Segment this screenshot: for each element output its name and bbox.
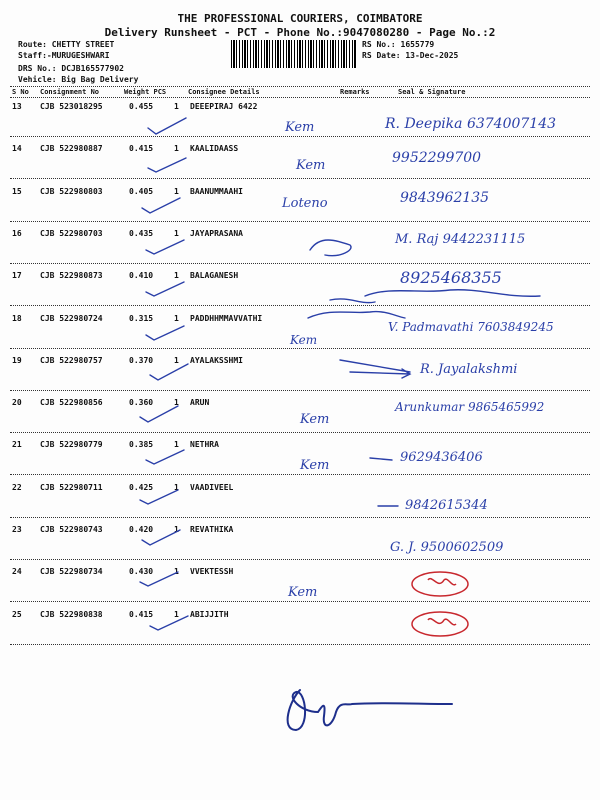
row-pcs: 1 <box>174 567 179 577</box>
row-consignment-no: CJB 522980887 <box>40 144 103 154</box>
tick-mark <box>140 406 178 422</box>
row-consignee: ABIJJITH <box>190 609 229 619</box>
signature-handwriting: Arunkumar 9865465992 <box>395 400 545 414</box>
row-pcs: 1 <box>174 144 179 154</box>
remark-handwriting: Kem <box>300 458 330 473</box>
row-weight: 0.425 <box>129 482 154 492</box>
row-consignment-no: CJB 522980724 <box>40 313 103 323</box>
row-consignee: BALAGANESH <box>190 271 239 281</box>
row-consignment-no: CJB 522980873 <box>40 271 103 281</box>
signature-handwriting: 9842615344 <box>405 498 488 513</box>
row-sno: 18 <box>12 313 22 323</box>
row-weight: 0.435 <box>129 228 154 238</box>
row-pcs: 1 <box>174 228 179 238</box>
row-pcs: 1 <box>174 102 179 111</box>
row-consignee: BAANUMMAAHI <box>190 186 243 196</box>
row-weight: 0.370 <box>129 355 154 365</box>
row-weight: 0.420 <box>129 525 154 534</box>
row-weight: 0.455 <box>129 102 154 111</box>
tick-mark <box>146 450 184 464</box>
tick-mark <box>150 616 188 630</box>
tick-mark <box>148 118 186 134</box>
row-consignee: KAALIDAASS <box>190 144 239 154</box>
row-sno: 23 <box>12 525 22 534</box>
row-weight: 0.315 <box>129 313 154 323</box>
arrow-stroke <box>370 458 392 460</box>
tick-mark <box>150 364 188 380</box>
remark-handwriting: Kem <box>300 412 330 427</box>
dd-scribble <box>428 579 456 585</box>
row-sno: 22 <box>12 482 22 492</box>
rs-date: RS Date: 13-Dec-2025 <box>362 51 459 60</box>
signature-handwriting: 9843962135 <box>400 190 490 206</box>
row-weight: 0.430 <box>129 567 154 577</box>
staff-signature <box>288 690 452 730</box>
row-weight: 0.410 <box>129 271 154 281</box>
row-consignee: VAADIVEEL <box>190 482 234 492</box>
tick-mark <box>140 572 178 586</box>
row-consignment-no: CJB 522980711 <box>40 482 103 492</box>
tick-mark <box>142 198 180 213</box>
row-consignee: JAYAPRASANA <box>190 228 243 238</box>
col-sno: S No <box>12 88 29 96</box>
vehicle-label: Vehicle: Big Bag Delivery <box>18 75 139 84</box>
remark-handwriting: Kem <box>296 158 326 173</box>
row-consignment-no: CJB 522980779 <box>40 440 103 450</box>
signature-handwriting: R. Deepika 6374007143 <box>385 116 557 132</box>
row-consignment-no: CJB 522980856 <box>40 398 103 408</box>
row-sno: 25 <box>12 609 22 619</box>
remark-handwriting: Loteno <box>282 196 328 211</box>
row-pcs: 1 <box>174 186 179 196</box>
row-sno: 19 <box>12 355 22 365</box>
rs-number: RS No.: 1655779 <box>362 40 435 49</box>
signature-handwriting: 8925468355 <box>400 268 502 287</box>
col-consignment: Consignment No <box>40 88 100 96</box>
signature-handwriting: M. Raj 9442231115 <box>395 232 526 247</box>
tick-mark <box>146 240 184 254</box>
row-weight: 0.405 <box>129 186 154 196</box>
staff-label: Staff:-MURUGESHWARI <box>18 51 110 60</box>
row-pcs: 1 <box>174 482 179 492</box>
signature-handwriting: 9629436406 <box>400 450 483 465</box>
scribble-stroke <box>308 312 405 318</box>
drs-number: DRS No.: DCJB165577902 <box>18 64 124 73</box>
row-sno: 20 <box>12 398 22 408</box>
runsheet-subtitle: Delivery Runsheet - PCT - Phone No.:9047080280 - Page No.:2 <box>104 26 496 39</box>
row-weight: 0.415 <box>129 144 154 154</box>
row-weight: 0.360 <box>129 398 154 408</box>
row-sno: 15 <box>12 186 22 196</box>
scribble-stroke <box>310 240 351 256</box>
row-sno: 16 <box>12 228 22 238</box>
row-pcs: 1 <box>174 271 179 281</box>
row-consignee: PADDHHMMAVVATHI <box>190 313 263 323</box>
row-weight: 0.385 <box>129 440 154 450</box>
row-consignment-no: CJB 522980743 <box>40 525 103 534</box>
route-label: Route: CHETTY STREET <box>18 40 115 49</box>
row-sno: 24 <box>12 567 22 577</box>
row-consignee: REVATHIKA <box>190 525 234 534</box>
row-sno: 21 <box>12 440 22 450</box>
row-pcs: 1 <box>174 313 179 323</box>
remark-handwriting: Kem <box>288 585 318 600</box>
col-remarks: Remarks <box>340 88 370 96</box>
row-consignee: NETHRA <box>190 440 219 450</box>
scribble-stroke <box>340 360 410 372</box>
row-weight: 0.415 <box>129 609 154 619</box>
row-consignment-no: CJB 522980734 <box>40 567 103 577</box>
row-consignment-no: CJB 522980838 <box>40 609 103 619</box>
row-pcs: 1 <box>174 355 179 365</box>
row-consignment-no: CJB 522980703 <box>40 228 103 238</box>
remark-handwriting: Kem <box>290 333 318 347</box>
row-sno: 14 <box>12 144 22 154</box>
tick-mark <box>146 326 184 340</box>
row-consignment-no: CJB 522980803 <box>40 186 103 196</box>
signature-handwriting: 9952299700 <box>392 150 482 166</box>
remark-handwriting: Kem <box>285 120 315 135</box>
row-pcs: 1 <box>174 398 179 408</box>
col-weight-pcs: Weight PCS <box>124 88 167 96</box>
tick-mark <box>146 282 184 296</box>
row-consignee: AYALAKSSHMI <box>190 355 243 365</box>
row-pcs: 1 <box>174 525 179 534</box>
scribble-stroke <box>330 299 375 303</box>
row-pcs: 1 <box>174 440 179 450</box>
tick-mark <box>148 158 186 172</box>
tick-mark <box>140 490 178 504</box>
signature-handwriting: V. Padmavathi 7603849245 <box>388 320 554 334</box>
row-pcs: 1 <box>174 609 179 619</box>
signature-handwriting: R. Jayalakshmi <box>420 362 518 377</box>
company-title: THE PROFESSIONAL COURIERS, COIMBATORE <box>177 12 423 25</box>
dd-scribble <box>428 619 456 625</box>
col-consignee: Consignee Details <box>188 88 260 96</box>
row-consignment-no: CJB 523018295 <box>40 102 103 111</box>
row-sno: 17 <box>12 271 22 281</box>
row-consignee: ARUN <box>190 398 210 408</box>
row-consignee: DEEEPIRAJ 6422 <box>190 102 258 111</box>
tick-mark <box>142 530 180 545</box>
signature-handwriting: G. J. 9500602509 <box>390 540 504 555</box>
row-consignee: VVEKTESSH <box>190 567 234 577</box>
row-consignment-no: CJB 522980757 <box>40 355 103 365</box>
col-seal-signature: Seal & Signature <box>398 88 466 96</box>
scribble-stroke <box>365 290 540 297</box>
row-sno: 13 <box>12 102 22 111</box>
